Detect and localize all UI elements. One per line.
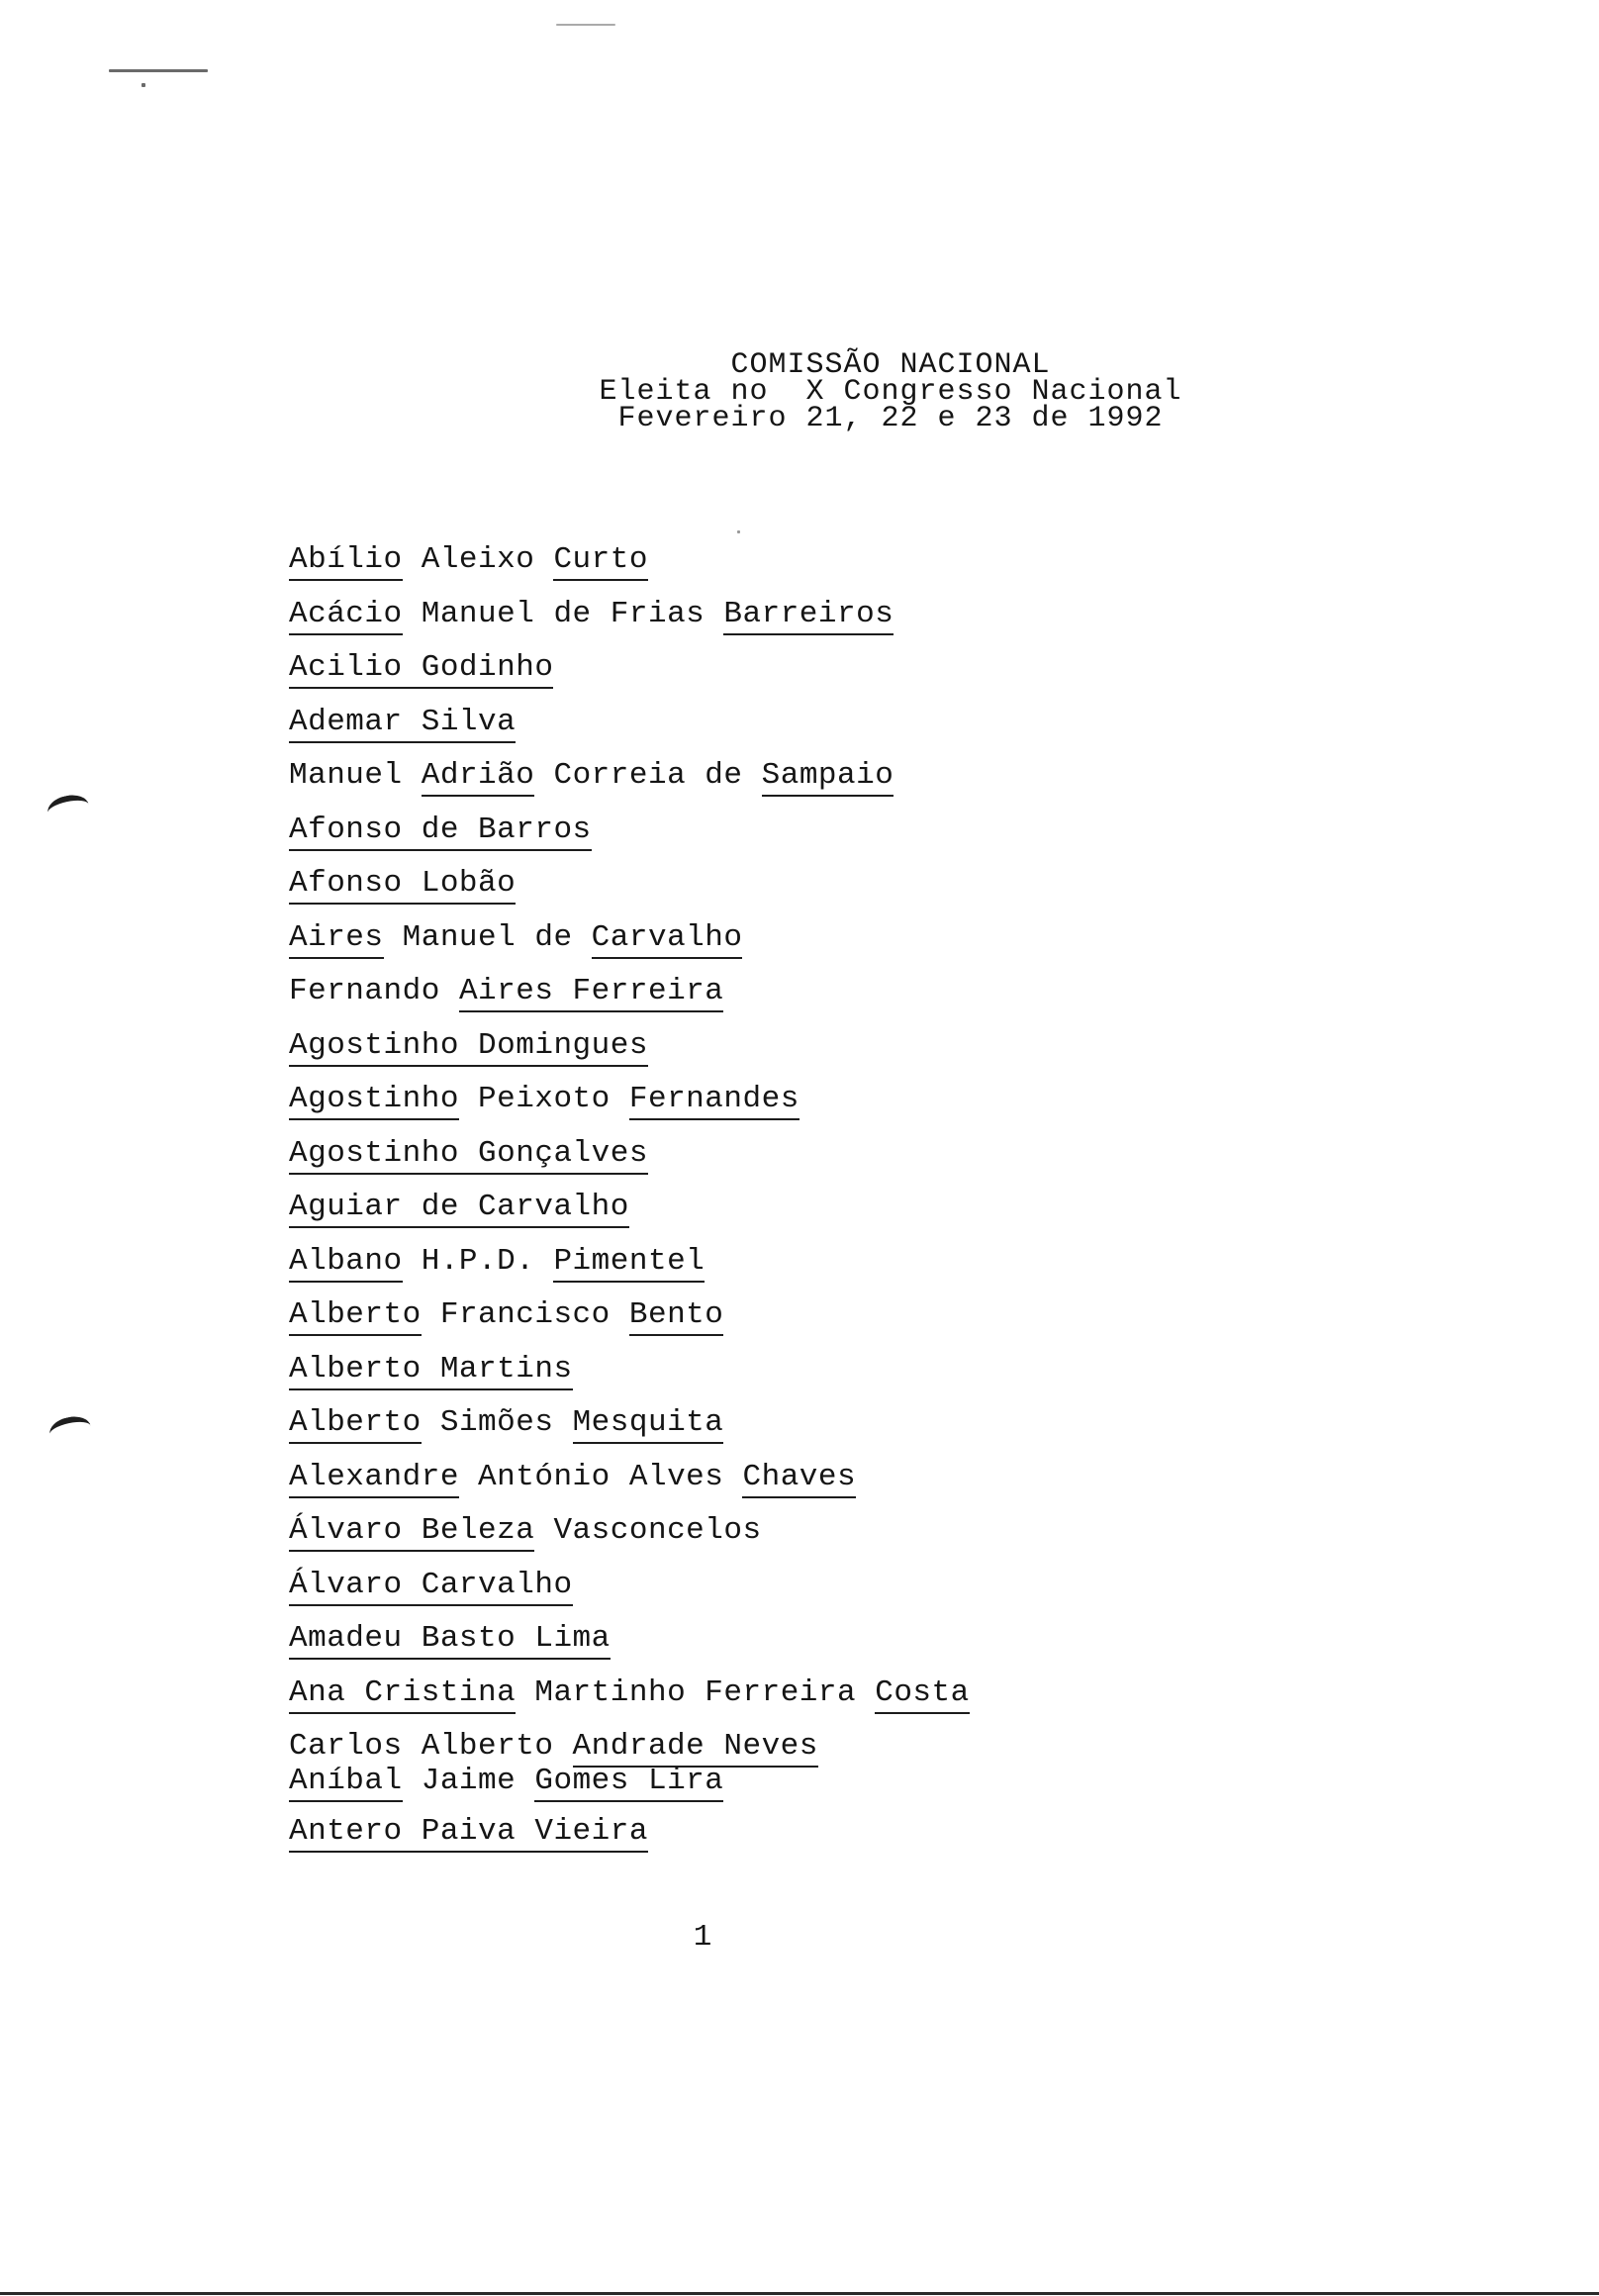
- member-name-line: [289, 758, 894, 797]
- underlined-name-part: Alexandre: [289, 1460, 459, 1498]
- page-number: 1: [693, 1920, 712, 1955]
- underlined-name-part: Bento: [629, 1297, 724, 1336]
- member-name: [289, 756, 1179, 811]
- member-name: [289, 1188, 1179, 1242]
- punch-mark: [47, 1413, 93, 1447]
- header-subtitle: Eleita no X Congresso Nacional: [599, 375, 1182, 409]
- underlined-name-part: Agostinho Domingues: [289, 1028, 648, 1067]
- underlined-name-part: Acilio Godinho: [289, 650, 553, 689]
- underlined-name-part: Albano: [289, 1244, 403, 1283]
- underlined-name-part: Gomes Lira: [534, 1764, 723, 1802]
- member-name-line: [289, 866, 516, 905]
- member-name-line: [289, 705, 516, 743]
- underlined-name-part: Sampaio: [762, 758, 894, 797]
- member-name-line: [289, 1244, 705, 1283]
- member-name-line: [289, 1297, 723, 1336]
- member-name: [289, 1812, 1179, 1866]
- underlined-name-part: Afonso de Barros: [289, 813, 592, 851]
- member-name-line: [289, 542, 648, 581]
- document-header: [554, 348, 1227, 435]
- underlined-name-part: Chaves: [742, 1460, 856, 1498]
- underlined-name-part: Ana Cristina: [289, 1675, 516, 1714]
- underlined-name-part: Abílio: [289, 542, 403, 581]
- member-name: [289, 918, 1179, 973]
- member-name: [289, 540, 1179, 595]
- scan-speck: [556, 24, 615, 26]
- member-name: [289, 1080, 1179, 1134]
- scan-speck: [141, 83, 145, 87]
- member-name: [289, 1674, 1179, 1728]
- underlined-name-part: Aires: [289, 920, 384, 959]
- name-part: Vasconcelos: [534, 1513, 762, 1548]
- name-part: Fernando: [289, 974, 459, 1008]
- member-name-line: [289, 920, 742, 959]
- member-name: [289, 1511, 1179, 1566]
- underlined-name-part: Alberto: [289, 1405, 422, 1444]
- member-name-line: [289, 1814, 648, 1853]
- underlined-name-part: Aníbal: [289, 1764, 403, 1802]
- member-name: [289, 864, 1179, 918]
- underlined-name-part: Curto: [553, 542, 648, 581]
- member-name-line: [289, 1568, 573, 1606]
- member-name: [289, 1026, 1179, 1081]
- underlined-name-part: Aires Ferreira: [459, 974, 723, 1012]
- punch-mark: [46, 792, 91, 825]
- name-part: Martinho Ferreira: [516, 1674, 876, 1710]
- member-name-line: [289, 597, 894, 635]
- member-name: [289, 1403, 1179, 1458]
- member-name: [289, 1134, 1179, 1189]
- underlined-name-part: Carvalho: [592, 920, 743, 959]
- underlined-name-part: Agostinho Gonçalves: [289, 1136, 648, 1175]
- name-part: Correia de: [534, 758, 762, 793]
- underlined-name-part: Aguiar de Carvalho: [289, 1190, 629, 1228]
- member-name-line: [289, 1460, 856, 1498]
- member-name-line: [289, 974, 723, 1012]
- name-part: António Alves: [458, 1459, 743, 1494]
- name-part: Francisco: [421, 1297, 629, 1332]
- underlined-name-part: Álvaro Carvalho: [289, 1568, 573, 1606]
- member-name-line: [289, 1352, 573, 1390]
- member-name: [289, 1242, 1179, 1296]
- underlined-name-part: Ademar Silva: [289, 705, 516, 743]
- underlined-name-part: Pimentel: [553, 1244, 705, 1283]
- underlined-name-part: Álvaro Beleza: [289, 1513, 534, 1552]
- member-name-line: [289, 1082, 800, 1120]
- underlined-name-part: Adrião: [422, 758, 535, 797]
- member-name: [289, 972, 1179, 1026]
- underlined-name-part: Alberto: [289, 1297, 422, 1336]
- underlined-name-part: Afonso Lobão: [289, 866, 516, 905]
- member-name-line: [289, 1675, 970, 1714]
- member-name: [289, 1458, 1179, 1512]
- name-part: Carlos Alberto: [289, 1729, 573, 1764]
- member-name-line: [289, 1136, 648, 1175]
- member-name: [289, 1619, 1179, 1674]
- member-name: [289, 1295, 1179, 1350]
- name-part: Jaime: [402, 1764, 535, 1798]
- member-name-line: [289, 1764, 1179, 1798]
- member-name: [289, 703, 1179, 757]
- name-part: Manuel de Frias: [402, 596, 724, 631]
- underlined-name-part: Costa: [875, 1675, 970, 1714]
- member-name-line: [289, 1729, 818, 1768]
- underlined-name-part: Antero Paiva Vieira: [289, 1814, 648, 1853]
- underlined-name-part: Andrade Neves: [573, 1729, 818, 1768]
- member-name-line: [289, 650, 553, 689]
- underlined-name-part: Amadeu Basto Lima: [289, 1621, 611, 1660]
- name-part: Aleixo: [402, 542, 554, 577]
- header-date: Fevereiro 21, 22 e 23 de 1992: [617, 402, 1164, 435]
- name-part: Manuel de: [383, 919, 592, 955]
- member-name-line: [289, 1405, 723, 1444]
- member-name-line: [289, 813, 592, 851]
- underlined-name-part: Acácio: [289, 597, 403, 635]
- bottom-border: [0, 2292, 1599, 2295]
- member-name-line: [289, 1028, 648, 1067]
- header-title: COMISSÃO NACIONAL: [730, 348, 1051, 382]
- name-part: H.P.D.: [402, 1243, 554, 1279]
- underlined-name-part: Barreiros: [723, 597, 894, 635]
- member-name: [289, 648, 1179, 703]
- underlined-name-part: Agostinho: [289, 1082, 459, 1120]
- member-name: [289, 595, 1179, 649]
- member-name: [289, 1350, 1179, 1404]
- name-part: Peixoto: [458, 1082, 629, 1116]
- member-name: [289, 811, 1179, 865]
- member-name: [289, 1566, 1179, 1620]
- name-part: Simões: [421, 1405, 573, 1440]
- underlined-name-part: Mesquita: [573, 1405, 724, 1444]
- scan-speck: [109, 69, 208, 72]
- underlined-name-part: Alberto Martins: [289, 1352, 573, 1390]
- member-name-line: [289, 1513, 762, 1552]
- underlined-name-part: Fernandes: [629, 1082, 800, 1120]
- member-name: [289, 1727, 1179, 1812]
- member-name-line: [289, 1190, 629, 1228]
- member-list: [289, 540, 1179, 1866]
- name-part: Manuel: [289, 758, 422, 793]
- member-name-line: [289, 1621, 611, 1660]
- scan-speck: [737, 530, 740, 533]
